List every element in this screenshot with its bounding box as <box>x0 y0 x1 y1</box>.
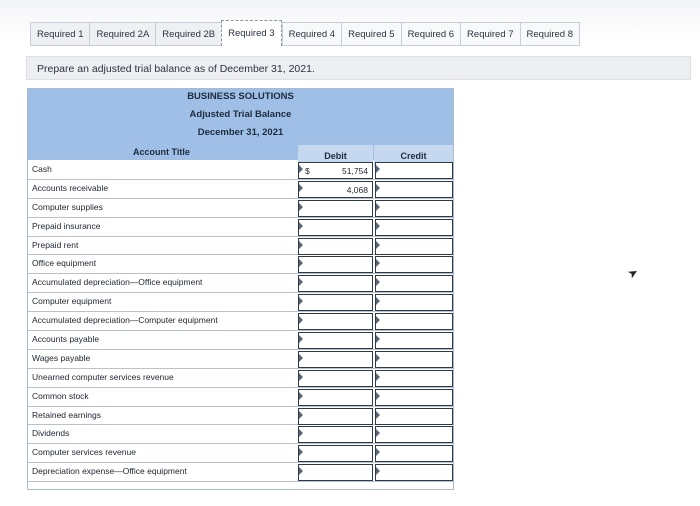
credit-input[interactable] <box>375 389 453 406</box>
debit-value: 4,068 <box>346 184 368 195</box>
dropdown-caret-icon <box>299 203 303 211</box>
tab-required-8[interactable]: Required 8 <box>520 22 580 46</box>
debit-input[interactable] <box>298 313 373 330</box>
credit-input[interactable] <box>375 332 453 349</box>
dropdown-caret-icon <box>376 278 380 286</box>
credit-input[interactable] <box>375 181 453 198</box>
dropdown-caret-icon <box>376 316 380 324</box>
debit-input[interactable] <box>298 351 373 368</box>
account-title: Common stock <box>32 390 89 401</box>
table-row <box>28 161 453 180</box>
debit-input[interactable] <box>298 256 373 273</box>
dropdown-caret-icon <box>299 335 303 343</box>
table-body <box>28 161 453 482</box>
company-name: BUSINESS SOLUTIONS <box>187 91 294 102</box>
debit-input[interactable] <box>298 389 373 406</box>
account-title: Computer supplies <box>32 201 103 212</box>
table-row <box>28 180 453 199</box>
dropdown-caret-icon <box>299 429 303 437</box>
debit-input[interactable] <box>298 275 373 292</box>
table-row <box>28 274 453 293</box>
dropdown-caret-icon <box>376 203 380 211</box>
account-title: Unearned computer services revenue <box>32 371 174 382</box>
table-row <box>28 388 453 407</box>
account-title: Cash <box>32 164 52 174</box>
dropdown-caret-icon <box>299 297 303 305</box>
account-title: Dividends <box>32 428 70 439</box>
debit-input[interactable] <box>298 426 373 443</box>
statement-date: December 31, 2021 <box>197 127 284 138</box>
dropdown-caret-icon <box>376 392 380 400</box>
account-title-header: Account Title <box>133 147 190 157</box>
table-row <box>28 255 453 274</box>
table-row <box>28 312 453 331</box>
tab-required-1[interactable]: Required 1 <box>30 22 89 46</box>
statement-title: Adjusted Trial Balance <box>189 109 292 120</box>
credit-input[interactable] <box>375 408 453 425</box>
dropdown-caret-icon <box>376 297 380 305</box>
tab-required-3[interactable]: Required 3 <box>221 20 281 46</box>
dropdown-caret-icon <box>299 411 303 419</box>
table-row <box>28 407 453 426</box>
dropdown-caret-icon <box>299 316 303 324</box>
account-title: Accumulated depreciation—Office equipment <box>32 277 203 288</box>
debit-input[interactable] <box>298 219 373 236</box>
dropdown-caret-icon <box>299 373 303 381</box>
table-row <box>28 218 453 237</box>
credit-input[interactable] <box>375 351 453 368</box>
account-title: Retained earnings <box>32 409 101 420</box>
dropdown-caret-icon <box>376 411 380 419</box>
dropdown-caret-icon <box>299 448 303 456</box>
debit-input[interactable] <box>298 370 373 387</box>
debit-value: 51,754 <box>342 166 368 176</box>
tab-required-5[interactable]: Required 5 <box>341 22 400 46</box>
account-title: Accounts payable <box>32 334 100 345</box>
table-row <box>28 331 453 350</box>
dropdown-caret-icon <box>299 241 303 249</box>
tab-required-7[interactable]: Required 7 <box>460 22 519 46</box>
debit-input[interactable] <box>298 445 373 462</box>
credit-input[interactable] <box>375 294 453 311</box>
table-row <box>28 293 453 312</box>
dollar-sign: $ <box>305 166 310 176</box>
debit-input[interactable] <box>298 200 373 217</box>
credit-header: Credit <box>400 151 427 161</box>
dropdown-caret-icon <box>376 241 380 249</box>
credit-input[interactable] <box>375 219 453 236</box>
dropdown-caret-icon <box>299 165 303 173</box>
credit-input[interactable] <box>375 313 453 330</box>
table-row <box>28 350 453 369</box>
table-row <box>28 463 453 482</box>
credit-input[interactable] <box>375 464 453 481</box>
table-row <box>28 369 453 388</box>
tab-required-4[interactable]: Required 4 <box>282 22 341 46</box>
account-title: Office equipment <box>32 258 97 269</box>
dropdown-caret-icon <box>299 278 303 286</box>
account-title: Accumulated depreciation—Computer equipment <box>32 315 218 326</box>
dropdown-caret-icon <box>376 165 380 173</box>
dropdown-caret-icon <box>299 354 303 362</box>
table-row <box>28 237 453 256</box>
debit-input[interactable] <box>298 162 373 179</box>
dropdown-caret-icon <box>299 467 303 475</box>
dropdown-caret-icon <box>376 354 380 362</box>
dropdown-caret-icon <box>299 392 303 400</box>
dropdown-caret-icon <box>376 373 380 381</box>
dropdown-caret-icon <box>376 184 380 192</box>
tab-required-2a[interactable]: Required 2A <box>89 22 155 46</box>
credit-input[interactable] <box>375 256 453 273</box>
account-title: Computer equipment <box>32 296 112 307</box>
tab-required-2b[interactable]: Required 2B <box>155 22 221 46</box>
debit-input[interactable] <box>298 464 373 481</box>
dropdown-caret-icon <box>376 448 380 456</box>
table-header <box>28 89 453 160</box>
instruction-text: Prepare an adjusted trial balance as of December 31, 2021. <box>26 56 691 80</box>
dropdown-caret-icon <box>299 259 303 267</box>
credit-input[interactable] <box>375 238 453 255</box>
trial-balance-table <box>27 88 454 490</box>
dropdown-caret-icon <box>376 259 380 267</box>
credit-input[interactable] <box>375 200 453 217</box>
credit-input[interactable] <box>375 162 453 179</box>
mouse-cursor-icon: ➤ <box>625 264 641 282</box>
tab-required-6[interactable]: Required 6 <box>401 22 460 46</box>
account-title: Prepaid insurance <box>32 220 101 231</box>
debit-header: Debit <box>324 151 347 161</box>
credit-input[interactable] <box>375 370 453 387</box>
dropdown-caret-icon <box>376 467 380 475</box>
dropdown-caret-icon <box>376 222 380 230</box>
credit-input[interactable] <box>375 426 453 443</box>
credit-input[interactable] <box>375 445 453 462</box>
table-row <box>28 444 453 463</box>
account-title: Prepaid rent <box>32 239 79 250</box>
account-title: Accounts receivable <box>32 182 109 193</box>
account-title: Wages payable <box>32 352 91 363</box>
dropdown-caret-icon <box>299 222 303 230</box>
debit-input[interactable] <box>298 181 373 198</box>
dropdown-caret-icon <box>299 184 303 192</box>
account-title: Depreciation expense—Office equipment <box>32 466 187 477</box>
tab-bar <box>30 20 670 46</box>
account-title: Computer services revenue <box>32 447 136 458</box>
dropdown-caret-icon <box>376 429 380 437</box>
credit-input[interactable] <box>375 275 453 292</box>
table-row <box>28 425 453 444</box>
debit-input[interactable] <box>298 294 373 311</box>
debit-input[interactable] <box>298 332 373 349</box>
debit-input[interactable] <box>298 408 373 425</box>
debit-input[interactable] <box>298 238 373 255</box>
table-row <box>28 199 453 218</box>
dropdown-caret-icon <box>376 335 380 343</box>
